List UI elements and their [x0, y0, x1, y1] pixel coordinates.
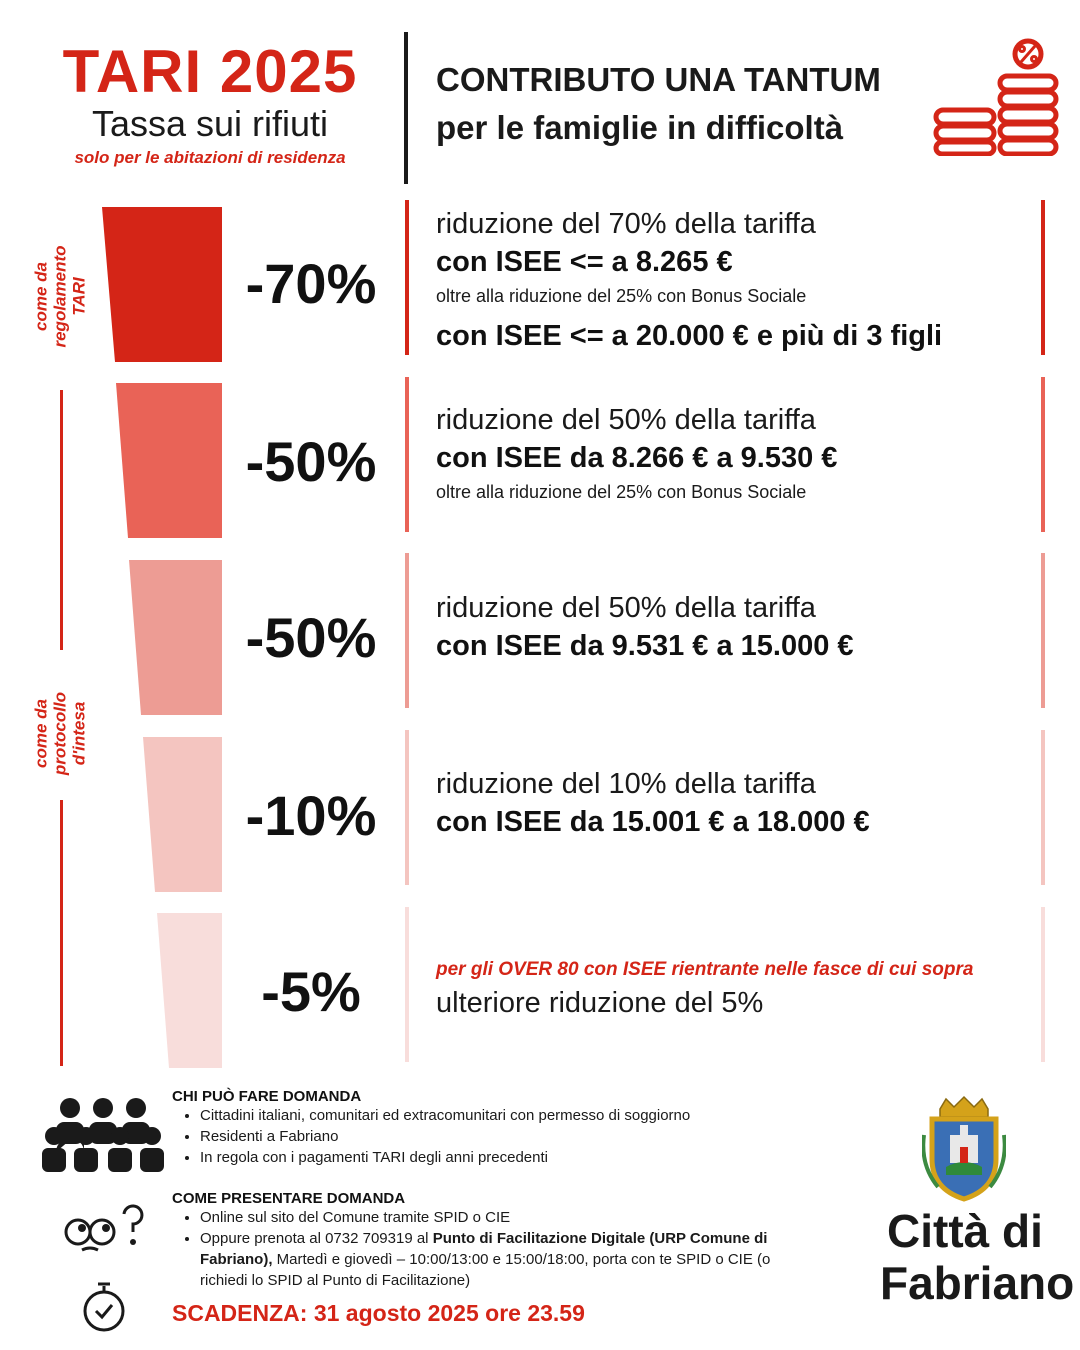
header-divider [404, 32, 408, 184]
row2-left-line [405, 377, 409, 532]
bar-50-a [116, 383, 222, 538]
row5-right-line [1041, 907, 1045, 1062]
row3-right-line [1041, 553, 1045, 708]
how-item-2 [200, 1228, 812, 1291]
row4-right-line [1041, 730, 1045, 885]
row4-line1: riduzione del 10% della tariffa [436, 768, 816, 800]
who-item-3: • In regola con i pagamenti TARI degli anni precedenti [200, 1147, 832, 1168]
row3-left-line [405, 553, 409, 708]
how-item-2-post: Martedì e giovedì – 10:00/13:00 e 15:00/18:00, porta con te SPID o CIE (o richiedi lo SPID al Punto di Facilitazione) [200, 1251, 771, 1289]
main-title: TARI 2025 [62, 38, 358, 105]
how-item-1: • Online sul sito del Comune tramite SPID o CIE [200, 1207, 812, 1228]
row3-line2: con ISEE da 9.531 € a 15.000 € [436, 630, 854, 662]
row5-text [436, 955, 973, 1021]
percent-5: -5% [261, 960, 361, 1023]
who-section [172, 1088, 832, 1168]
how-list [172, 1207, 812, 1291]
contribution-heading-line1: CONTRIBUTO UNA TANTUM [436, 61, 881, 98]
side-label-protocol: come da protocollo d'intesa [31, 691, 89, 776]
row2-line2: con ISEE da 8.266 € a 9.530 € [436, 442, 838, 474]
row3-text [436, 590, 854, 666]
thinking-eyes-question-icon [62, 1200, 146, 1256]
bar-50-b [129, 560, 222, 715]
who-item-2: • Residenti a Fabriano [200, 1126, 832, 1147]
how-title: COME PRESENTARE DOMANDA [172, 1190, 406, 1207]
row4-left-line [405, 730, 409, 885]
percent-50-a: -50% [245, 430, 377, 493]
row3-line1: riduzione del 50% della tariffa [436, 592, 816, 624]
row4-text [436, 766, 870, 842]
row1-left-line [405, 200, 409, 355]
row1-line2: con ISEE <= a 8.265 € [436, 246, 733, 278]
residence-note: solo per le abitazioni di residenza [74, 148, 346, 167]
row1-line4: con ISEE <= a 20.000 € e più di 3 figli [436, 320, 943, 352]
city-name [880, 1205, 1075, 1309]
row2-line1: riduzione del 50% della tariffa [436, 404, 816, 436]
bar-10 [143, 737, 222, 892]
row2-text [436, 402, 837, 506]
row4-line2: con ISEE da 15.001 € a 18.000 € [436, 806, 870, 838]
who-title: CHI PUÒ FARE DOMANDA [172, 1088, 362, 1105]
contribution-heading-line2: per le famiglie in difficoltà [436, 109, 844, 146]
row5-line2: ulteriore riduzione del 5% [436, 987, 764, 1019]
row2-right-line [1041, 377, 1045, 532]
how-section [172, 1190, 812, 1291]
bar-5 [157, 913, 222, 1068]
deadline-text: SCADENZA: 31 agosto 2025 ore 23.59 [172, 1300, 585, 1326]
city-name-line2: Fabriano [880, 1257, 1075, 1309]
row1-line3: oltre alla riduzione del 25% con Bonus Sociale [436, 286, 807, 306]
stopwatch-icon [80, 1280, 128, 1334]
people-group-icon [42, 1094, 164, 1172]
who-list [172, 1105, 832, 1168]
side-label-regulation: come da regolamento TARI [31, 245, 89, 348]
how-item-2-bold: Punto di Facilitazione Digitale (URP Comune di Fabriano), [200, 1230, 768, 1268]
city-name-line1: Città di [887, 1205, 1043, 1257]
who-item-1: • Cittadini italiani, comunitari ed extracomunitari con permesso di soggiorno [200, 1105, 832, 1126]
row1-text [436, 206, 942, 356]
percent-50-b: -50% [245, 606, 377, 669]
how-item-2-pre: Oppure prenota al 0732 709319 al [200, 1230, 433, 1247]
percent-10: -10% [245, 784, 377, 847]
coins-percent-icon [930, 38, 1060, 156]
subtitle: Tassa sui rifiuti [91, 103, 329, 144]
row5-line1: per gli OVER 80 con ISEE rientrante nelle fasce di cui sopra [436, 959, 974, 980]
city-crest-icon [922, 1095, 1006, 1203]
row5-left-line [405, 907, 409, 1062]
contribution-heading [436, 56, 881, 152]
bar-70 [102, 207, 222, 362]
reduction-funnel [0, 0, 230, 1080]
row1-right-line [1041, 200, 1045, 355]
row2-line3: oltre alla riduzione del 25% con Bonus Sociale [436, 482, 807, 502]
row1-line1: riduzione del 70% della tariffa [436, 208, 816, 240]
percent-70: -70% [245, 252, 377, 315]
